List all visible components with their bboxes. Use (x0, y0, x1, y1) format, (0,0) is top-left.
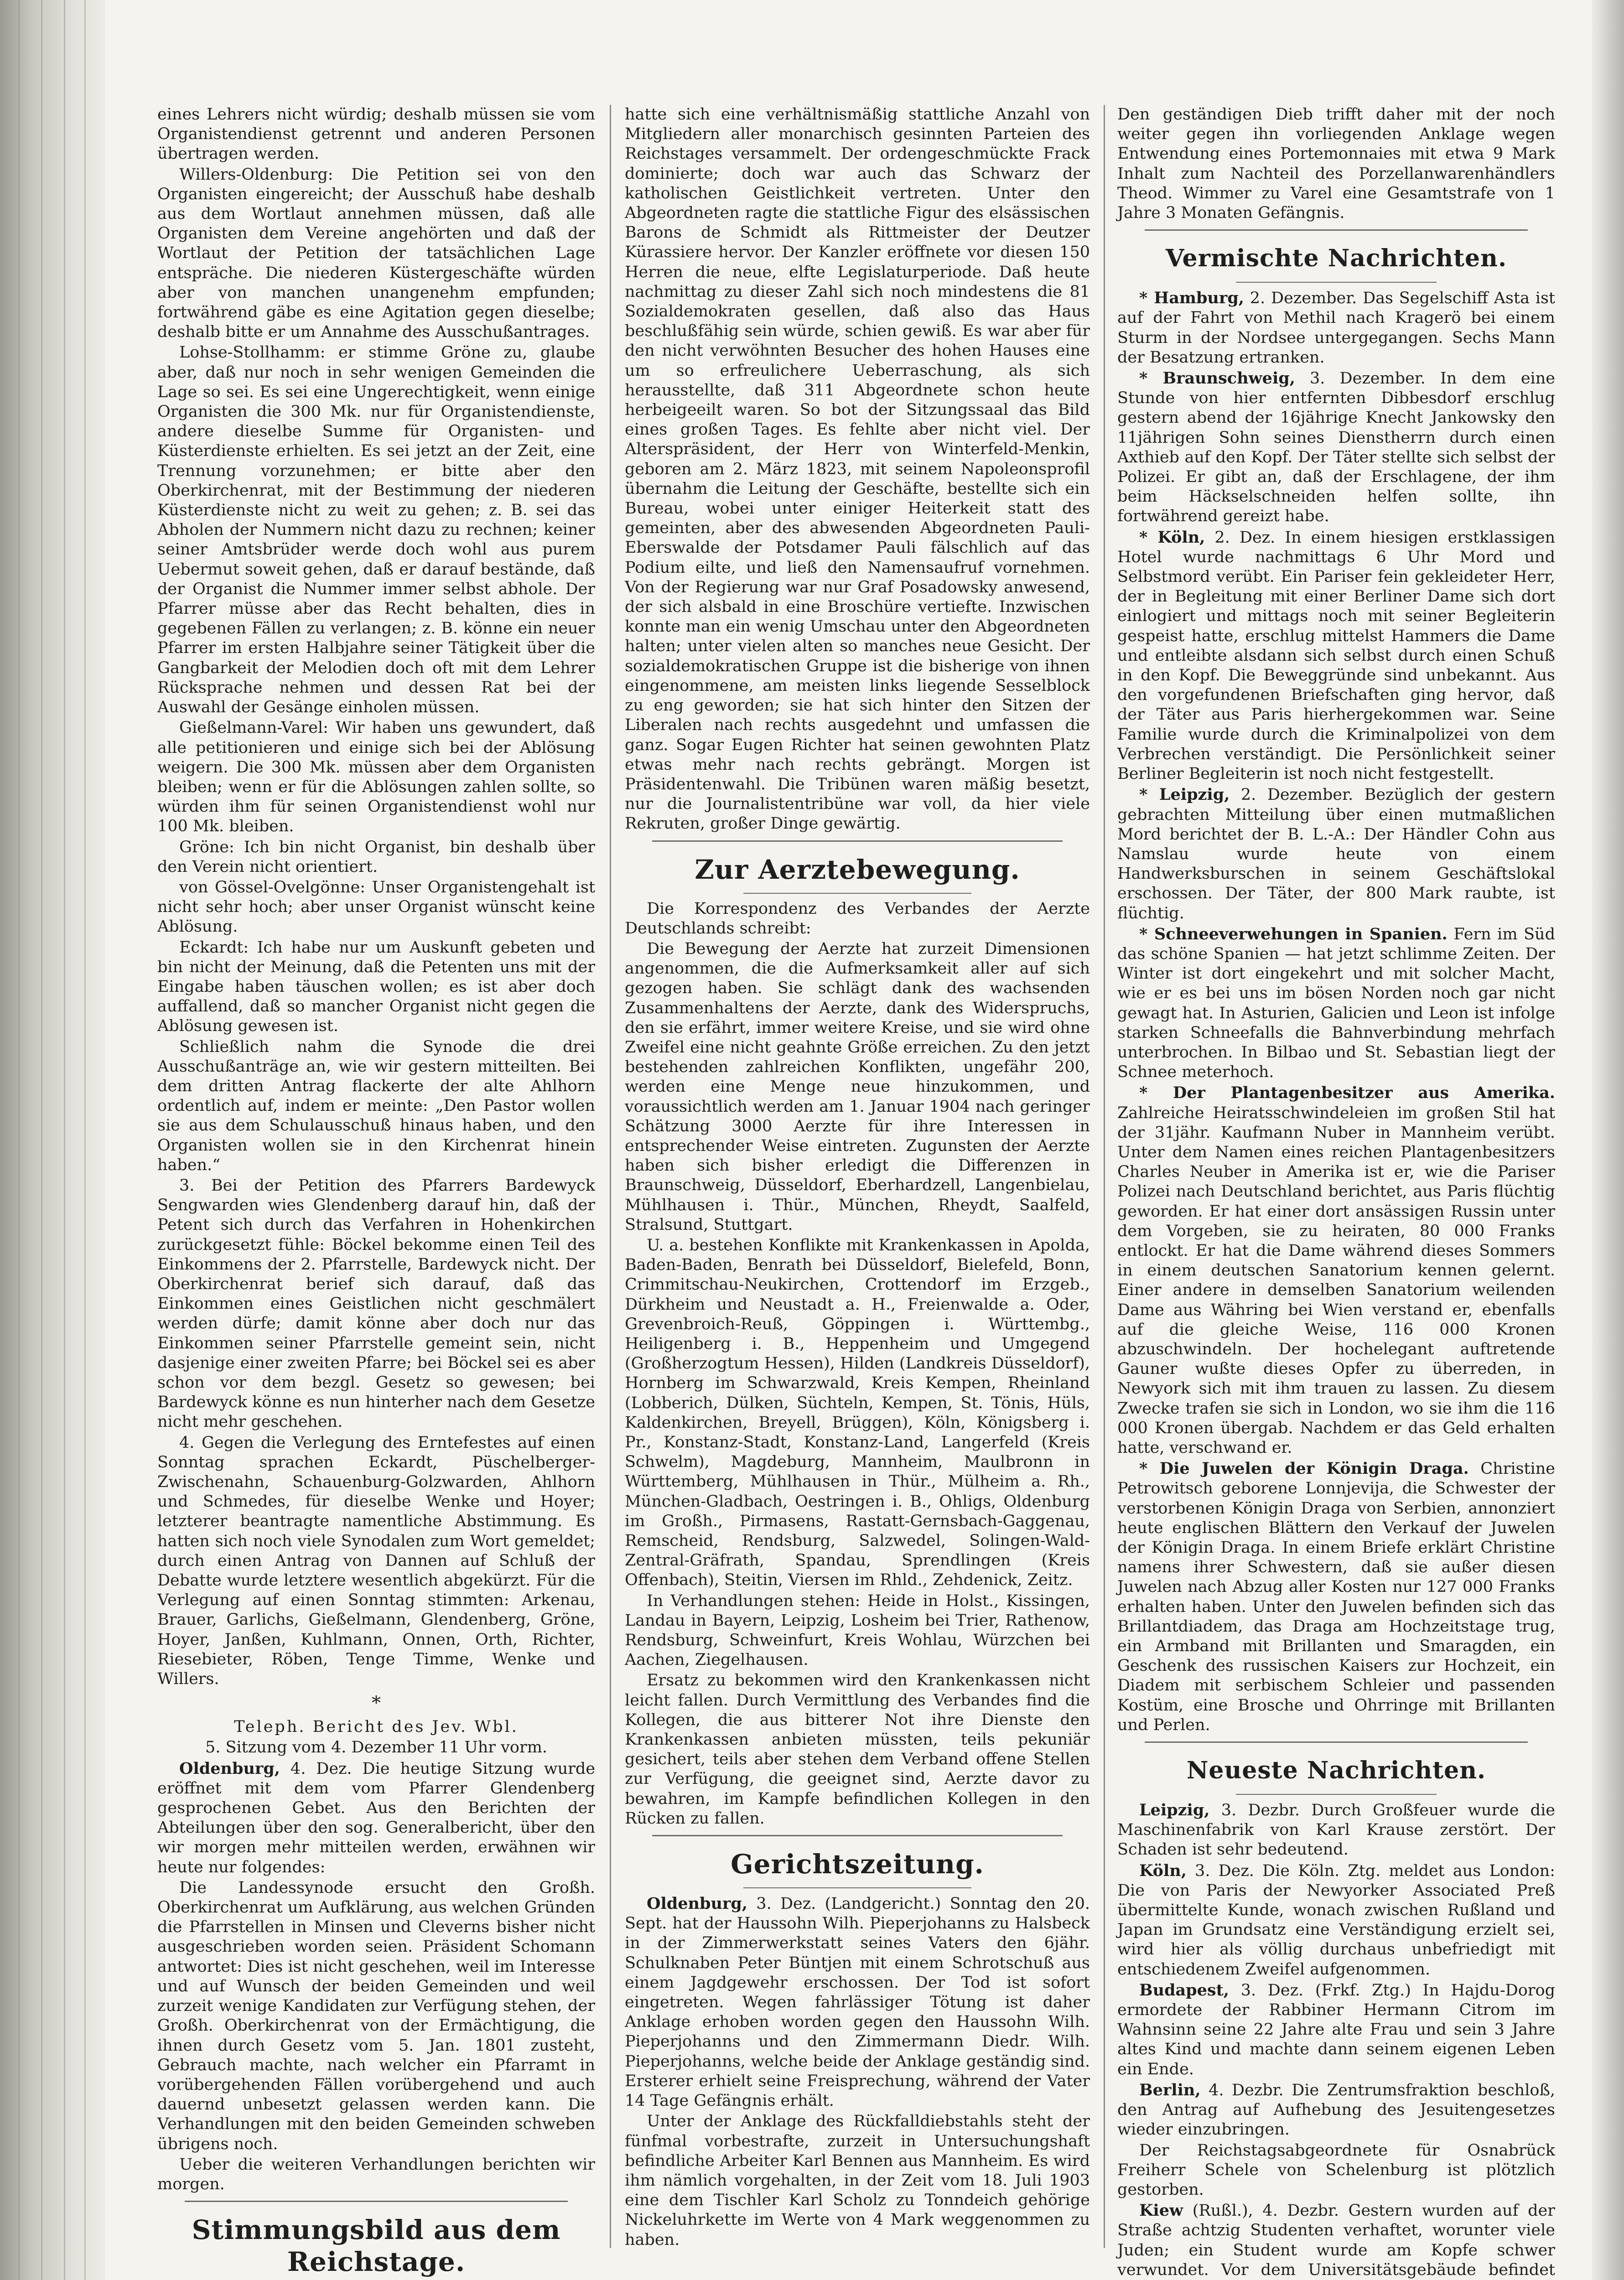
paragraph-text: 3. Dez. (Landgericht.) Sonntag den 20. Sept. hat der Haussohn Wilh. Pieperjohanns zu Halsbeck in der Zimmerwerkstatt seines Vaters den 6jähr. Schulknaben Peter Büntjen mit einem Schrotschuß aus einem Jagdgewehr erschossen. Der Tod ist sofort eingetreten. Wegen fahrlässiger Tötung ist daher Anklage erhoben worden gegen den Haussohn Wilh. Pieperjohanns und den Zimmermann Diedr. Wilh. Pieperjohanns, welche beide der Anklage geständig sind. Ersterer erhielt seine Freisprechung, während der Vater 14 Tage Gefängnis erhält. (625, 1895, 1090, 2110)
paragraph: In Verhandlungen stehen: Heide in Holst., Kissingen, Landau in Bayern, Leipzig, Losheim bei Trier, Rathenow, Rendsburg, Schweinfurt, Kreis Wohlau, Würzchen bei Aachen, Ziegelhausen. (625, 1591, 1090, 1669)
divider (1236, 1794, 1437, 1795)
paragraph (1117, 2201, 1555, 2280)
page-edge (1592, 0, 1624, 2280)
dateline-place: * Leipzig, (1139, 785, 1230, 804)
dateline-place: Budapest, (1139, 1980, 1229, 2000)
paragraph: Schließlich nahm die Synode die drei Ausschußanträge an, wie wir gestern mitteilten. Bei dem dritten Antrag flackerte der alte Ahlhorn ordentlich auf, indem er meinte: „Den Pastor wollen sie aus dem Schulausschuß hinaus haben, und den Organisten wollen sie in den Kirchenrat hinein haben.“ (157, 1037, 595, 1174)
divider (652, 840, 1063, 842)
divider (1145, 1741, 1528, 1743)
paragraph-text: 3. Dezember. In dem eine Stunde von hier entfernten Dibbesdorf erschlug gestern abend der 16jährige Knecht Jankowsky den 11jährigen Sohn seines Dienstherrn durch einen Axthieb auf den Kopf. Der Täter stellte sich selbst der Polizei. Er gibt an, daß der Erschlagene, der ihm beim Häckselschneiden helfen sollte, ihn fortwährend gereizt habe. (1117, 369, 1555, 526)
section-heading: Neueste Nachrichten. (1186, 1757, 1486, 1785)
dateline-place: * Der Plantagenbesitzer aus Amerika. (1139, 1083, 1555, 1103)
paragraph-text: (Rußl.), 4. Dezbr. Gestern wurden auf der Straße achtzig Studenten verhaftet, worunter viele Juden; ein Student wurde am Kopfe schwer verwundet. Vor dem Universitätsgebäude befindet (1117, 2202, 1555, 2279)
dateline-place: Berlin, (1139, 2080, 1201, 2099)
dateline-place: * Die Juwelen der Königin Draga. (1139, 1459, 1469, 1478)
paragraph-text: 3. Dezbr. Durch Großfeuer wurde die Maschinenfabrik von Karl Krause zerstört. Der Schaden ist sehr bedeutend. (1117, 1801, 1555, 1859)
paragraph: Gröne: Ich bin nicht Organist, bin deshalb über den Verein nicht orientiert. (157, 838, 595, 876)
divider (743, 1887, 971, 1888)
paragraph: 4. Gegen die Verlegung des Erntefestes auf einen Sonntag sprachen Eckardt, Püschelberger-Zwischenahn, Schauenburg-Golzwarden, Ahlhorn und Schmedes, für dieselbe Wenke und Hoyer; letzterer beantragte namentliche Abstimmung. Es hatten sich noch viele Synodalen zum Wort gemeldet; durch einen Antrag von Dannen auf Schluß der Debatte wurde letztere wesentlich abgekürzt. Für die Verlegung auf einen Sonntag stimmten: Arkenau, Brauer, Garlichs, Gießelmann, Glendenberg, Gröne, Hoyer, Janßen, Kuhlmann, Onnen, Orth, Richter, Riesebieter, Röben, Tenge Timme, Wenke und Willers. (157, 1433, 595, 1689)
paragraph (1117, 368, 1555, 527)
paragraph-text: 3. Dez. Die Köln. Ztg. meldet aus London: Die von Paris der Newyorker Associated Preß übermittelte Kunde, wonach zwischen Rußland und Japan im Grundsatz eine Verständigung erzielt sei, wird hier als völlig durchaus unbefriedigt mit entschiedenem Zweifel aufgenommen. (1117, 1861, 1555, 1979)
session-line: 5. Sitzung vom 4. Dezember 11 Uhr vorm. (205, 1738, 548, 1757)
divider (652, 1835, 1063, 1836)
column-1 (157, 105, 595, 2278)
paragraph (625, 1894, 1090, 2111)
paragraph (1117, 1800, 1555, 1860)
paragraph (1117, 924, 1555, 1083)
paragraph: 3. Bei der Petition des Pfarrers Bardewyck Sengwarden wies Glendenberg darauf hin, daß der Petent sich durch das Verfahren in Hohenkirchen zurückgesetzt fühle: Böckel bekomme einen Teil des Einkommens der 2. Pfarrstelle, Bardewyck nicht. Der Oberkirchenrat berief sich darauf, daß das Einkommen eines Geistlichen nicht geschmälert werden dürfe; damit könne aber doch nur das Einkommen seiner Pfarrstelle gemeint sein, nicht dasjenige einer zweiten Pfarre; bei Böckel sei es aber schon vor dem bezgl. Gesetz so gewesen; bei Bardewyck könne es nun hinterher nach dem Gesetze nicht mehr geschehen. (157, 1176, 595, 1431)
paragraph (1117, 1980, 1555, 2079)
paragraph: Unter der Anklage des Rückfalldiebstahls steht der fünfmal vorbestrafte, zurzeit in Untersuchungshaft befindliche Arbeiter Karl Bennen aus Mannheim. Es wird ihm nämlich vorgehalten, in der Zeit vom 18. Juli 1903 eine dem Tischler Karl Scholz zu Tonndeich gehörige Nickeluhrkette im Werte von 4 Mark weggenommen zu haben. (625, 2112, 1090, 2249)
paragraph: Lohse-Stollhamm: er stimme Gröne zu, glaube aber, daß nur noch in sehr wenigen Gemeinden die Lage so sei. Es sei eine Ungerechtigkeit, wenn einige Organisten die 300 Mk. nur für Organistendienste, andere dieselbe Summe für Organisten- und Küsterdienste erhielten. Es sei jetzt an der Zeit, eine Trennung vorzunehmen; er bitte aber den Oberkirchenrat, mit der Bestimmung der niederen Küsterdienste nicht zu weit zu gehen; z. B. sei das Abholen der Nummern nicht dazu zu rechnen; keiner seiner Amtsbrüder werde doch wohl aus purem Uebermut soweit gehen, daß er darauf bestände, daß der Organist die Nummer immer selbst abhole. Der Pfarrer müsse aber das Recht behalten, dies in gegebenen Fällen zu verlangen; z. B. könne ein neuer Pfarrer im ersten Halbjahre seiner Tätigkeit über die Gangbarkeit der Melodien doch oft mit dem Lehrer Rücksprache nehmen und dessen Rat bei der Auswahl der Gesänge einholen müssen. (157, 343, 595, 717)
paragraph (1117, 785, 1555, 923)
dateline-place: Oldenburg, (179, 1759, 280, 1778)
dateline-place: * Köln, (1139, 528, 1205, 547)
paragraph-text: Zahlreiche Heiratsschwindeleien im großen Stil hat der 31jähr. Kaufmann Nuber in Mannheim verübt. Unter dem Namen eines reichen Plantagenbesitzers Charles Neuber in Amerika ist er, wie die Pariser Polizei nach Deutschland berichtet, aus Paris flüchtig geworden. Er hat einer dort ansässigen Russin unter dem Vorgeben, sie zu heiraten, 80 000 Franks entlockt. Er hat die Dame während dieses Sommers in einem deutschen Sanatorium kennen gelernt. Einer andere in demselben Sanatorium weilenden Dame aus Währing bei Wien verstand er, ebenfalls auf die gleiche Weise, 116 000 Kronen abzuschwindeln. Der hochelegant auftretende Gauner wußte dieses Opfer zu überreden, in Newyork sich mit ihm trauen zu lassen. Zu diesem Zwecke trafen sie sich in London, wo sie ihm die 116 000 Kronen übergab. Nachdem er das Geld erhalten hatte, verschwand er. (1117, 1104, 1555, 1457)
section-heading: Zur Aerztebewegung. (695, 854, 1020, 885)
paragraph: Gießelmann-Varel: Wir haben uns gewundert, daß alle petitionieren und einige sich bei der Ablösung weigern. Die 300 Mk. müssen aber dem Organisten bleiben; wenn er für die Ablösungen zahlen sollte, so würden ihm für seinen Organistendienst wohl nur 100 Mk. bleiben. (157, 719, 595, 836)
dateline-place: Köln, (1139, 1861, 1187, 1880)
paragraph: Den geständigen Dieb trifft daher mit der noch weiter gegen ihn vorliegenden Anklage wegen Entwendung eines Portemonnaies mit etwa 9 Mark Inhalt zum Nachteil des Porzellanwarenhändlers Theod. Wimmer zu Varel eine Gesamtstrafe von 1 Jahre 3 Monaten Gefängnis. (1117, 105, 1555, 223)
paragraph-text: 3. Dez. (Frkf. Ztg.) In Hajdu-Dorog ermordete der Rabbiner Hermann Citrom im Wahnsinn seine 22 Jahre alte Frau und sein 3 Jahre altes Kind und machte dann seinem eigenen Leben ein Ende. (1117, 1981, 1555, 2078)
paragraph-text: Fern im Süd das schöne Spanien — hat jetzt schlimme Zeiten. Der Winter ist dort eingekehrt und mit solcher Macht, wie er es bei uns im bösen Norden noch gar nicht gewagt hat. In Asturien, Galicien und Leon ist infolge starken Schneefalls die Bahnverbindung mehrfach unterbrochen. In Bilbao und St. Sebastian liegt der Schnee meterhoch. (1117, 925, 1555, 1082)
dateline-place: * Hamburg, (1139, 289, 1244, 308)
column-rule (610, 105, 611, 2248)
paragraph-text: 4. Dez. Die heutige Sitzung wurde eröffnet mit dem vom Pfarrer Glendenberg gesprochenen Gebet. Aus den Berichten der Abteilungen über den sog. Generalbericht, über den wir morgen mehr mitteilen werden, erwähnen wir heute nur folgendes: (157, 1759, 595, 1876)
paragraph: eines Lehrers nicht würdig; deshalb müssen sie vom Organistendienst getrennt und anderen Personen übertragen werden. (157, 105, 595, 163)
paragraph: Eckardt: Ich habe nur um Auskunft gebeten und bin nicht der Meinung, daß die Petenten uns mit der Eingabe haben täuschen wollen; es ist aber doch auffallend, daß so mancher Organist nicht gegen die Ablösung gewesen ist. (157, 938, 595, 1036)
paragraph (1117, 1861, 1555, 1979)
paragraph (1117, 1083, 1555, 1458)
paragraph: U. a. bestehen Konflikte mit Krankenkassen in Apolda, Baden-Baden, Benrath bei Düsseldorf, Bielefeld, Bonn, Crimmitschau-Neukirchen, Crottendorf im Erzgeb., Dürkheim und Neustadt a. H., Freienwalde a. Oder, Grevenbroich-Reuß, Göppingen i. Württembg., Heiligenberg i. B., Heppenheim und Umgegend (Großherzogtum Hessen), Hilden (Landkreis Düsseldorf), Hornberg im Schwarzwald, Kreis Kempen, Rheinland (Lobberich, Dülken, Süchteln, Kempen, St. Tönis, Hüls, Kaldenkirchen, Breyell, Brüggen), Köln, Königsberg i. Pr., Konstanz-Stadt, Konstanz-Land, Langerfeld (Kreis Schwelm), Magdeburg, Mannheim, Maulbronn in Württemberg, Mühlhausen in Thür., Mülheim a. Rh., München-Gladbach, Oestringen i. B., Ohligs, Oldenburg im Großh., Pirmasens, Rastatt-Gernsbach-Gaggenau, Remscheid, Rendsburg, Salzwedel, Solingen-Wald-Zentral-Gräfrath, Spandau, Sprendlingen (Kreis Offenbach), Steitin, Viersen im Rhld., Zehdenick, Zeitz. (625, 1236, 1090, 1590)
paragraph (1117, 1459, 1555, 1735)
dateline-place: Leipzig, (1139, 1801, 1210, 1820)
dateline-place: Oldenburg, (647, 1894, 747, 1913)
paragraph (1117, 528, 1555, 784)
report-header: Teleph. Bericht des Jev. Wbl. (234, 1718, 519, 1736)
paragraph: Die Landessynode ersucht den Großh. Oberkirchenrat um Aufklärung, aus welchen Gründen die Pfarrstellen in Minsen und Cleverns bisher nicht ausgeschrieben worden seien. Präsident Schomann antwortet: Dies ist nicht geschehen, weil im Interesse und auf Wunsch der beiden Gemeinden und weil zurzeit wenige Kandidaten zur Verfügung stehen, der Großh. Oberkirchenrat von der Ermächtigung, die ihnen durch Gesetz vom 5. Jan. 1801 zusteht, Gebrauch machte, nach welcher ein Pfarramt in vorübergehenden Fällen vorübergehend und auch dauernd unbesetzt gelassen werden kann. Die Verhandlungen mit den beiden Gemeinden schweben übrigens noch. (157, 1878, 595, 2153)
divider (185, 2201, 568, 2202)
paragraph (157, 1759, 595, 1877)
dateline-place: * Schneeverwehungen in Spanien. (1139, 924, 1448, 943)
section-heading: Vermischte Nachrichten. (1165, 244, 1507, 273)
section-heading: Stimmungsbild aus dem Reichstage. (192, 2214, 561, 2278)
paragraph: Die Bewegung der Aerzte hat zurzeit Dimensionen angenommen, die die Aufmerksamkeit aller auf sich gezogen haben. Sie schlägt dank des wachsenden Zusammenhaltens der Aerzte, dank des Widerspruchs, den sie erfährt, immer weitere Kreise, und sie wird ohne Zweifel eine nicht geahnte Größe erreichen. Zu den jetzt bestehenden zahlreichen Konflikten, ungefähr 200, werden eine Menge neue hinzukommen, und voraussichtlich werden am 1. Januar 1904 nach geringer Schätzung 3000 Aerzte für ihre Interessen in entsprechender Weise eintreten. Zugunsten der Aerzte haben sich bisher erledigt die Differenzen in Braunschweig, Düsseldorf, Eberhardzell, Langenbielau, Mühlhausen i. Thür., München, Rheydt, Saalfeld, Stralsund, Stuttgart. (625, 939, 1090, 1234)
dateline-place: * Braunschweig, (1139, 369, 1295, 388)
dateline-place: Kiew (1139, 2201, 1183, 2220)
paragraph: Der Reichstagsabgeordnete für Osnabrück Freiherr Schele von Schelenburg ist plötzlich gestorben. (1117, 2141, 1555, 2199)
section-separator: * (372, 1693, 381, 1714)
paragraph (1117, 288, 1555, 368)
paragraph (1117, 2080, 1555, 2140)
paragraph-text: 2. Dez. In einem hiesigen erstklassigen Hotel wurde nachmittags 6 Uhr Mord und Selbstmord verübt. Ein Pariser fein gekleideter Herr, der in Begleitung mit einer Berliner Dame sich dort einlogiert und mittags noch mit seiner Begleiterin gespeist hatte, erschlug mittelst Hammers die Dame und entleibte alsdann sich selbst durch einen Schuß in den Kopf. Die Beweggründe sind unbekannt. Aus den vorgefundenen Briefschaften ging hervor, daß der Täter aus Paris hierhergekommen war. Seine Familie wurde durch die Kriminalpolizei von dem Verbrechen verständigt. Die Persönlichkeit seiner Berliner Begleiterin ist noch nicht festgestellt. (1117, 528, 1555, 783)
paragraph-text: 2. Dezember. Das Segelschiff Asta ist auf der Fahrt von Methil nach Kragerö bei einem Sturm in der Nordsee untergegangen. Sechs Mann der Besatzung ertranken. (1117, 289, 1555, 367)
paragraph: von Gössel-Ovelgönne: Unser Organistengehalt ist nicht sehr hoch; aber unser Organist wünscht keine Ablösung. (157, 878, 595, 936)
paragraph-text: 2. Dezember. Bezüglich der gestern gebrachten Mitteilung über einen mutmaßlichen Mord berichtet der B. L.-A.: Der Händler Cohn aus Namslau wurde heute von einem Handwerksburschen in seinem Geschäftslokal erschossen. Der Täter, der 800 Mark raubte, ist flüchtig. (1117, 786, 1555, 922)
paragraph-text: 4. Dezbr. Die Zentrumsfraktion beschloß, den Antrag auf Aufhebung des Jesuitengesetzes wieder einzubringen. (1117, 2081, 1555, 2139)
section-heading: Gerichtszeitung. (731, 1849, 984, 1880)
divider (743, 893, 971, 894)
paragraph: hatte sich eine verhältnismäßig stattliche Anzahl von Mitgliedern aller monarchisch gesinnten Parteien des Reichstages versammelt. Der ordengeschmückte Frack dominierte; doch war auch das Schwarz der katholischen Geistlichkeit vertreten. Unter den Abgeordneten ragte die stattliche Figur des elsässischen Barons de Schmidt als Rittmeister der Deutzer Kürassiere hervor. Der Kanzler eröffnete vor diesen 150 Herren die neue, elfte Legislaturperiode. Daß heute nachmittag zu dieser Zahl sich noch mindestens die 81 Sozialdemokraten gesellen, daß also das Haus beschlußfähig sein würde, schien gewiß. Es war aber für den nicht verwöhnten Besucher des hohen Hauses eine um so erfreulichere Ueberraschung, als sich herausstellte, daß 311 Abgeordnete schon heute herbeigeeilt waren. So bot der Sitzungssaal das Bild eines großen Tages. Es fehlte aber nicht viel. Der Alterspräsident, der Herr von Winterfeld-Menkin, geboren am 2. März 1823, mit seinem Napoleonsprofil übernahm die Leitung der Geschäfte, bestellte sich ein Bureau, wobei unter einiger Heiterkeit statt des gemeinten, aber des abwesenden Abgeordneten Pauli-Eberswalde der Potsdamer Pauli fälschlich auf das Podium eilte, und ließ den Namensaufruf vornehmen. Von der Regierung war nur Graf Posadowsky anwesend, der sich alsbald in eine Broschüre vertiefte. Inzwischen konnte man ein wenig Umschau unter den Abgeordneten halten; unter vielen alten so manches neue Gesicht. Der sozialdemokratischen Gruppe ist die bisherige von ihnen eingenommene, am meisten links liegende Sesselblock zu eng geworden; sie hat sich hinter den Sitzen der Liberalen nach rechts ausgedehnt und umfassen die ganz. Sogar Eugen Richter hat seinen gewohnten Platz etwas mehr nach rechts gebrängt. Morgen ist Präsidentenwahl. Die Tribünen waren mäßig besetzt, nur die Journalistentribüne war voll, da hier viele Rekruten, großer Dinge gewärtig. (625, 105, 1090, 833)
column-2 (625, 105, 1090, 2257)
divider (1236, 282, 1437, 283)
paragraph-text: Christine Petrowitsch geborene Lonnjevija, die Schwester der verstorbenen Königin Draga von Serbien, annonziert heute englischen Blättern den Verkauf der Juwelen der Königin Draga. In einem Briefe erklärt Christine namens ihrer Schwestern, daß sie außer diesen Juwelen nach Abzug aller Kosten nur 127 000 Franks erhalten haben. Unter den Juwelen befinden sich das Brillantdiadem, das Draga am Hochzeitstage trug, ein Armband mit Brillanten und Smaragden, ein Geschenk des russischen Kaisers zur Hochzeit, ein Diadem mit serbischem Schleier und passenden Kostüm, eine Brosche und Ohrringe mit Brillanten und Perlen. (1117, 1460, 1555, 1734)
paragraph: Willers-Oldenburg: Die Petition sei von den Organisten eingereicht; der Ausschuß habe deshalb aus dem Wortlaut annehmen müssen, daß alle Organisten dem Vereine angehörten und daß der Wortlaut der Petition der tatsächlichen Lage entspräche. Die niederen Küstergeschäfte würden aber von manchen unangenehm empfunden; fortwährend gäbe es eine Agitation gegen dieselbe; deshalb bitte er um Annahme des Ausschußantrages. (157, 165, 595, 342)
column-3 (1117, 105, 1555, 2279)
column-rule (1104, 105, 1105, 2248)
paragraph: Ueber die weiteren Verhandlungen berichten wir morgen. (157, 2155, 595, 2193)
paragraph: Die Korrespondenz des Verbandes der Aerzte Deutschlands schreibt: (625, 899, 1090, 938)
paragraph: Ersatz zu bekommen wird den Krankenkassen nicht leicht fallen. Durch Vermittlung des Verbandes find die Kollegen, die aus bitterer Not ihre Dienste den Krankenkassen anbieten müssten, teils pekuniär gesichert, teils aber stehen dem Verband offene Stellen zur Verfügung, die geeignet sind, Aerzte davor zu bewahren, im Kampfe befindlichen Kollegen in den Rücken zu fallen. (625, 1671, 1090, 1828)
page-binding (0, 0, 105, 2280)
divider (1145, 229, 1528, 231)
